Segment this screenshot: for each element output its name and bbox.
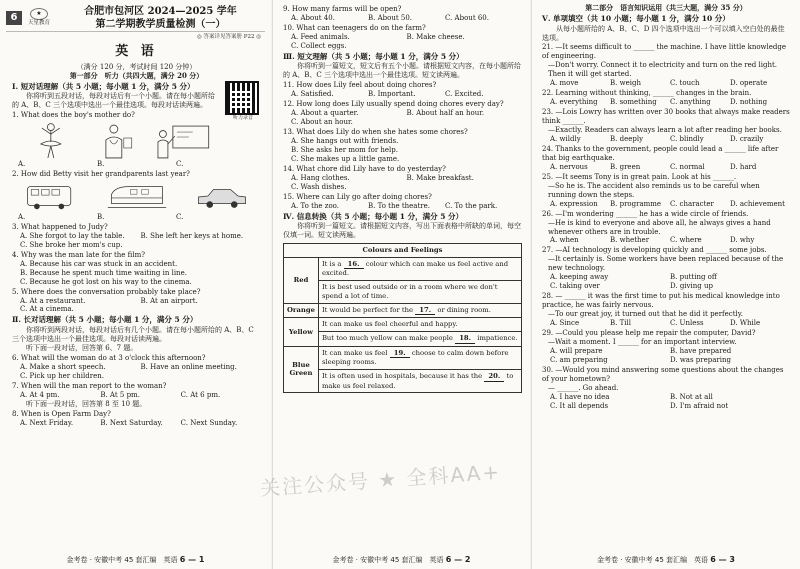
question-11: 11. How does Lily feel about doing chores?: [283, 81, 437, 90]
question-28: 28. — ______ it was the first time to put his medical knowledge into practice, he was fairly nervous.: [542, 292, 780, 310]
doctor-icon: [84, 122, 150, 160]
car-icon: [189, 181, 255, 213]
table-row-orange: Orange It would be perfect for the 17. or dining room.: [284, 303, 522, 318]
table-row-blue-green: Blue Green It can make us feel 19. choose to calm down before sleeping rooms.: [284, 346, 522, 369]
blank-16[interactable]: 16.: [344, 260, 364, 270]
question-1-pictures: [12, 120, 221, 160]
question-23: 23. —Lois Lowry has written over 30 books that always make readers think ______.: [542, 108, 790, 126]
question-14: 14. What chore did Lily have to do yesterday?: [283, 164, 446, 173]
page-footer-3: 金考卷 · 安徽中考 45 套汇编 英语 6 — 3: [597, 554, 735, 564]
section-5-instructions: 从每小题所给的 A、B、C、D 四个选项中选出一个可以填入空白处的最佳选项。: [542, 24, 785, 42]
question-12: 12. How long does Lily usually spend doing chores every day?: [283, 100, 504, 109]
question-8: 8. When is Open Farm Day?: [12, 409, 111, 418]
set-number-badge: 6: [6, 11, 22, 25]
subject-title: 英 语: [115, 44, 158, 60]
question-15: 15. Where can Lily go after doing chores?: [283, 192, 432, 201]
page-column-3: 第二部分 语言知识运用（共三大题，满分 35 分） Ⅴ. 单项填空（共 10 小题；每小题 1 分，满分 10 分） 从每小题所给的 A、B、C、D 四个选项中选出一个可以填入空白处的最佳选项。 21. —It seems difficult to ______ the machine. I have little knowledge of engineering. —Don't worry. Connect it to electricity and turn on the red light. Then it will get started. A. move B. weigh C. touch D. operate 22. Learning without thinking, ______ changes in the brain. A. everything B. something C. anything D. nothing 23. —Lois Lowry has written over 30 books that always make readers think ______. —Exactly. Readers can always learn a lot after reading her books. A. wildly B. deeply C. blindly D. crazily 24. Thanks to the government, people could lead a ______ life after that big earthquake. A. nervous B. green C. normal D. hard 25. —It seems Tony is in great pain. Look at his ______. —So he is. The accident also reminds us to be careful when running down the steps. A. expression B. programme C. character D. achievement 26. —I'm wondering ______ he has a wide circle of friends. —He is kind to everyone and above all, he always gives a hand whenever others are in trouble. A. when B. whether C. where D. why 27. —AI technology is developing quickly and ______ some jobs. —It certainly is. Some workers have been replaced because of the new technology. A. keeping away B. putting off C. taking over D. giving up 28. — ______ it was the first time to put his medical knowledge into practice, he was fairly nervous. —To our great joy, it turned out that he did it perfectly. A. Since B. Till C. Unless D. While 29. —Could you please help me repair the computer, David? —Wait a moment. I ______ for an important interview. A. will prepare B. have prepared C. am preparing D. was preparing 30. —Would you mind answering some questions about the changes of your hometown? — ______. Go ahead. A. I have no idea B. Not at all C. It all depends D. I'm afraid not 金考卷 · 安徽中考 45 套汇编 英语 6 — 3: [531, 0, 800, 569]
blank-17[interactable]: 17.: [415, 306, 435, 316]
question-5: 5. Where does the conversation probably take place?: [12, 287, 201, 296]
section-1-instructions: 你将听到五段对话，每段对话后有一个小题。请在每小题所给的 A、B、C 三个选项中选出一个最佳选项。每段对话读两遍。: [12, 92, 215, 110]
question-9: 9. How many farms will be open?: [283, 5, 402, 13]
section-4-heading: Ⅳ. 信息转换（共 5 小题；每小题 1 分，满分 5 分）: [283, 211, 464, 221]
teacher-board-icon: [149, 122, 215, 160]
table-row-red: Red It is a 16. colour which can make us feel active and excited.: [284, 257, 522, 280]
section-1-heading: Ⅰ. 短对话理解（共 5 小题；每小题 1 分，满分 5 分）: [12, 81, 195, 91]
question-1-picture-labels: A. B. C.: [18, 160, 184, 169]
section-2-heading: Ⅱ. 长对话理解（共 5 小题；每小题 1 分，满分 5 分）: [12, 315, 198, 325]
question-3: 3. What happened to Judy?: [12, 222, 108, 231]
colours-feelings-table: Colours and Feelings Red It is a 16. colour which can make us feel active and excited. It is best used outside or in a room where we don't spend a lot of time. Orange It would be perfect for the 17. or dining room. Yellow It can make us feel cheerful and happy. But too much yellow can make people 18. impatience. Blue Green It can make us feel 19. choose to calm down before sleeping rooms. It is often used in hospitals, because it has the 20. to make us feel relaxed.: [283, 243, 522, 393]
qr-code-icon: [225, 81, 259, 115]
star-logo-icon: ★: [30, 8, 48, 20]
question-24: 24. Thanks to the government, people could lead a ______ life after that big earthquake.: [542, 144, 779, 162]
exam-info: （满分 120 分，考试时间 120 分钟）: [76, 62, 197, 71]
blank-18[interactable]: 18.: [455, 334, 475, 344]
section-3-heading: Ⅲ. 短文理解（共 5 小题；每小题 1 分，满分 5 分）: [283, 51, 464, 61]
page-footer-1: 金考卷 · 安徽中考 45 套汇编 英语 6 — 1: [66, 554, 205, 564]
part1-title: 第一部分 听力（共四大题，满分 20 分）: [69, 70, 204, 80]
blank-20[interactable]: 20.: [484, 372, 504, 382]
ballet-dancer-icon: [18, 122, 84, 160]
watermark-text: 关注公众号 ★ 全科AA+: [259, 459, 502, 501]
question-5-options: A. At a restaurant. B. At an airport.: [20, 296, 198, 305]
question-25: 25. —It seems Tony is in great pain. Look at his ______.: [542, 172, 737, 181]
question-29: 29. —Could you please help me repair the computer, David?: [542, 329, 756, 337]
publisher-logo: ★ 天星教育: [27, 9, 50, 26]
part2-title: 第二部分 语言知识运用（共三大题，满分 35 分）: [585, 3, 747, 12]
table-title: Colours and Feelings: [284, 244, 522, 258]
question-4: 4. Why was the man late for the film?: [12, 250, 145, 259]
question-6: 6. What will the woman do at 3 o'clock this afternoon?: [12, 353, 206, 362]
question-22: 22. Learning without thinking, ______ changes in the brain.: [542, 89, 752, 98]
question-30: 30. —Would you mind answering some questions about the changes of your hometown?: [542, 365, 784, 383]
section-5-heading: Ⅴ. 单项填空（共 10 小题；每小题 1 分，满分 10 分）: [542, 13, 730, 23]
question-26: 26. —I'm wondering ______ he has a wide circle of friends.: [542, 209, 749, 218]
page-footer-2: 金考卷 · 安徽中考 45 套汇编 英语 6 — 2: [332, 554, 471, 564]
section-3-instructions: 你将听到一篇短文，短文后有五个小题。请根据短文内容，在每小题所给的 A、B、C 三个选项中选出一个最佳选项。短文读两遍。: [283, 62, 521, 80]
question-21: 21. —It seems difficult to ______ the machine. I have little knowledge of engineering.: [542, 43, 787, 61]
question-2-pictures: [12, 179, 261, 213]
question-13: 13. What does Lily do when she hates some chores?: [283, 128, 468, 137]
question-2-picture-labels: A. B. C.: [18, 212, 184, 221]
train-icon: [104, 181, 170, 213]
page-column-2: 9. How many farms will be open? A. About 40. B. About 50. C. About 60. 10. What can teenagers do on the farm? A. Feed animals. B. Make cheese. C. Collect eggs. Ⅲ. 短文理解（共 5 小题；每小题 1 分，满分 5 分） 你将听到一篇短文，短文后有五个小题。请根据短文内容，在每小题所给的 A、B、C 三个选项中选出一个最佳选项。短文读两遍。 11. How does Lily feel about doing chores? A. Satisfied. B. Important. C. Excited. 12. How long does Lily usually spend doing chores every day? A. About a quarter. B. About half an hour. C. About an hour. 13. What does Lily do when she hates some chores? A. She hangs out with friends. B. She asks her mom for help. C. She makes up a little game. 14. What chore did Lily have to do yesterday? A. Hang clothes. B. Make breakfast. C. Wash dishes. 15. Where can Lily go after doing chores? A. To the zoo. B. To the theatre. C. To the park. Ⅳ. 信息转换（共 5 小题；每小题 1 分，满分 5 分） 你将听到一篇短文。请根据短文内容，写出下面表格中所缺的单词，每空仅填一词。短文读两遍。 Colours and Feelings Red It is a 16. colour which can make us feel active and excited. It is best used outside or in a room where we don't spend a lot of time. Orange It would be perfect for the 17. or dining room. Yellow It can make us feel cheerful and happy. But too much yellow can make people 18. impatience. Blue Green It can make us feel 19. choose to calm down before sleeping rooms. It is often used in hospitals, because it has the 20. to make us feel relaxed. 金考卷 · 安徽中考 45 套汇编 英语 6 — 2: [272, 0, 530, 569]
page-column-1: 6 ★ 天星教育 合肥市包河区 2024—2025 学年 第二学期教学质量检测（一） ◎ 答案详见答案册 P22 ◎ 英 语 （满分 120 分，考试时间 120 分钟） 第一部分 听力（共四大题，满分 20 分） 听力录音 Ⅰ. 短对话理解（共 5 小题；每小题 1 分，满分 5 分） 你将听到五段对话，每段对话后有一个小题。请在每小题所给的 A、B、C 三个选项中选出一个最佳选项。每段对话读两遍。 1. What does the boy's mother do? A. B. C. 2. How did Betty visit her grandparents last year? A. B. C. 3. What happened to Judy? A. She forgot to lay the table. B. She left her keys at home. C. She broke her mom's cup. 4. Why was the man late for the film? A. Because his car was stuck in an accident. B. Because he spent much time waiting in line. C. Because he got lost on his way to the cinema. 5. Where does the conversation probably take place? A. At a restaurant. B. At an airport. C. At a cinema. Ⅱ. 长对话理解（共 5 小题；每小题 1 分，满分 5 分） 你将听到两段对话，每段对话后有几个小题。请在每小题所给的 A、B、C 三个选项中选出一个最佳选项。每段对话读两遍。 听下面一段对话，回答第 6、7 题。 6. What will the woman do at 3 o'clock this afternoon? A. Make a short speech. B. Have an online meeting. C. Pick up her children. 7. When will the man report to the woman? A. At 4 pm. B. At 5 pm. C. At 6 pm. 听下面一段对话，回答第 8 至 10 题。 8. When is Open Farm Day? A. Next Friday. B. Next Saturday. C. Next Sunday. 金考卷 · 安徽中考 45 套汇编 英语 6 — 1: [0, 0, 271, 569]
section-4-instructions: 你将听到一篇短文。请根据短文内容，写出下面表格中所缺的单词，每空仅填一词。短文读两遍。: [283, 222, 521, 240]
table-row-yellow: Yellow It can make us feel cheerful and happy.: [284, 318, 522, 332]
exam-header: [6, 4, 265, 32]
question-1: 1. What does the boy's mother do?: [12, 111, 135, 120]
bus-icon: [18, 181, 84, 213]
question-10: 10. What can teenagers do on the farm?: [283, 23, 426, 32]
exam-title: 合肥市包河区 2024—2025 学年 第二学期教学质量检测（一）: [84, 5, 237, 30]
question-3-options: A. She forgot to lay the table. B. She left her keys at home.: [20, 231, 244, 240]
question-7: 7. When will the man report to the woman?: [12, 381, 167, 390]
blank-19[interactable]: 19.: [390, 349, 410, 359]
section-2-instructions: 你将听到两段对话，每段对话后有几个小题。请在每小题所给的 A、B、C 三个选项中选出一个最佳选项。每段对话读两遍。: [12, 326, 254, 343]
listening-qr-code[interactable]: 听力录音: [225, 81, 261, 121]
answer-reference: ◎ 答案详见答案册 P22 ◎: [196, 34, 261, 40]
question-2: 2. How did Betty visit her grandparents last year?: [12, 169, 190, 178]
question-27: 27. —AI technology is developing quickly and ______ some jobs.: [542, 246, 767, 255]
